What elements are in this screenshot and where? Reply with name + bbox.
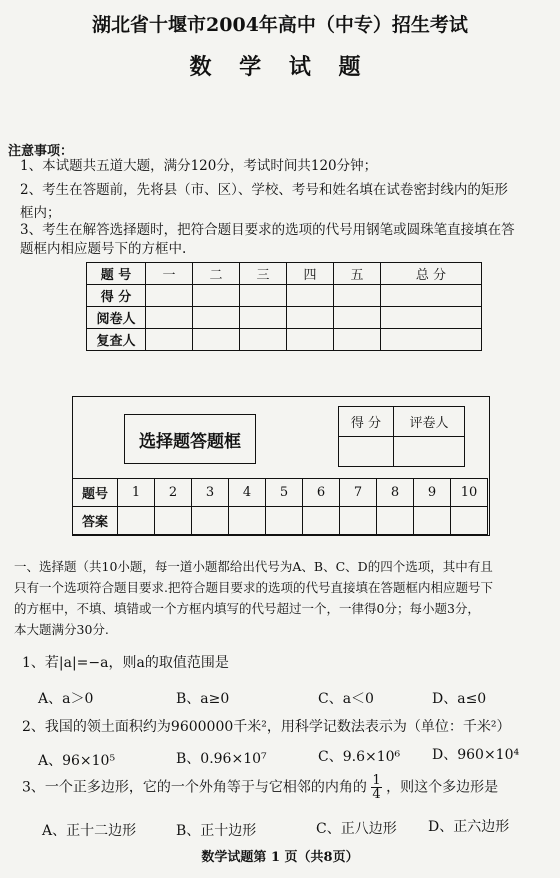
answer-cell[interactable]	[303, 507, 340, 535]
question-3-stem-after: ，则这个多边形是	[386, 779, 499, 796]
question-2-option-a: A、96×10⁵	[38, 753, 116, 769]
question-1-stem: 1、若|a|=−a，则a的取值范围是	[22, 655, 229, 671]
answer-cell[interactable]	[266, 507, 303, 535]
question-3-option-a: A、正十二边形	[42, 823, 137, 839]
answer-number: 9	[414, 479, 451, 507]
question-3-stem-before: 3、一个正多边形，它的一个外角等于与它相邻的内角的	[22, 779, 367, 796]
question-1-option-a: A、a＞0	[38, 691, 94, 707]
answer-number: 5	[266, 479, 303, 507]
score-cell[interactable]	[146, 329, 193, 351]
score-cell[interactable]	[287, 329, 334, 351]
notice-line-3: 框内；	[20, 205, 61, 221]
answer-number: 8	[377, 479, 414, 507]
score-row-label: 复查人	[87, 329, 146, 351]
fraction-denominator: 4	[372, 787, 381, 802]
score-cell[interactable]	[240, 285, 287, 307]
score-cell[interactable]	[146, 307, 193, 329]
grader-reviewer-cell[interactable]	[394, 437, 465, 467]
answer-number: 10	[451, 479, 488, 507]
answer-grid	[72, 478, 488, 535]
score-row	[87, 285, 482, 307]
score-row	[87, 329, 482, 351]
notice-line-1: 1、本试题共五道大题，满分120分，考试时间共120分钟；	[20, 158, 378, 174]
answer-cell[interactable]	[377, 507, 414, 535]
answer-number: 2	[155, 479, 192, 507]
score-cell[interactable]	[334, 307, 381, 329]
score-cell[interactable]	[240, 329, 287, 351]
question-2-stem: 2、我国的领土面积约为9600000千米²，用科学记数法表示为（单位：千米²）	[22, 719, 511, 735]
score-header-cell: 总 分	[381, 263, 482, 285]
answer-cell[interactable]	[229, 507, 266, 535]
score-row	[87, 307, 482, 329]
answer-cell[interactable]	[155, 507, 192, 535]
grader-table-container	[338, 406, 465, 467]
answer-number: 6	[303, 479, 340, 507]
question-3-option-b: B、正十边形	[176, 823, 257, 839]
score-cell[interactable]	[381, 285, 482, 307]
answer-box-title: 选择题答题框	[124, 414, 256, 464]
section1-line-2: 只有一个选项符合题目要求.把符合题目要求的选项的代号直接填在答题框内相应题号下	[14, 580, 493, 595]
score-cell[interactable]	[240, 307, 287, 329]
grader-table	[338, 406, 465, 467]
score-header-cell: 三	[240, 263, 287, 285]
question-2-option-b: B、0.96×10⁷	[176, 751, 267, 767]
question-1-option-b: B、a≥0	[176, 691, 230, 707]
score-header-cell: 题 号	[87, 263, 146, 285]
answer-number: 3	[192, 479, 229, 507]
section1-line-1: 一、选择题（共10小题，每一道小题都给出代号为A、B、C、D的四个选项，其中有且	[14, 559, 493, 574]
score-table	[86, 262, 482, 351]
score-header-cell: 一	[146, 263, 193, 285]
score-header-cell: 五	[334, 263, 381, 285]
grader-score-cell[interactable]	[339, 437, 394, 467]
question-3-fraction	[371, 774, 381, 801]
score-header-cell: 四	[287, 263, 334, 285]
answer-cell[interactable]	[340, 507, 377, 535]
score-cell[interactable]	[193, 329, 240, 351]
notice-line-4: 3、考生在解答选择题时，把符合题目要求的选项的代号用钢笔或圆珠笔直接填在答	[20, 222, 515, 238]
score-row-label: 阅卷人	[87, 307, 146, 329]
question-3-option-c: C、正八边形	[316, 821, 397, 837]
answer-number: 1	[118, 479, 155, 507]
page-footer: 数学试题第 1 页（共8页）	[201, 850, 359, 865]
exam-subject-title: 数 学 试 题	[189, 54, 371, 80]
answer-number-label: 题号	[73, 479, 118, 507]
answer-row	[73, 507, 488, 535]
section1-line-4: 本大题满分30分.	[14, 622, 109, 637]
answer-cell[interactable]	[414, 507, 451, 535]
section1-line-3: 的方框中，不填、填错或一个方框内填写的代号超过一个，一律得0分；每小题3分，	[14, 601, 480, 616]
score-cell[interactable]	[381, 329, 482, 351]
exam-title: 湖北省十堰市2004年高中（中专）招生考试	[92, 14, 468, 36]
score-cell[interactable]	[287, 285, 334, 307]
grader-header-reviewer: 评卷人	[394, 407, 465, 437]
score-table-container	[86, 262, 482, 351]
notice-line-2: 2、考生在答题前，先将县（市、区）、学校、考号和姓名填在试卷密封线内的矩形	[20, 182, 508, 198]
question-1-option-d: D、a≤0	[432, 691, 487, 707]
score-row-label: 得 分	[87, 285, 146, 307]
grader-header-score: 得 分	[339, 407, 394, 437]
question-2-option-c: C、9.6×10⁶	[318, 749, 401, 765]
score-cell[interactable]	[381, 307, 482, 329]
notice-heading: 注意事项：	[8, 144, 74, 159]
score-header-cell: 二	[193, 263, 240, 285]
answer-number-row	[73, 479, 488, 507]
score-cell[interactable]	[193, 285, 240, 307]
score-cell[interactable]	[287, 307, 334, 329]
notice-line-5: 题框内相应题号下的方框中.	[20, 241, 187, 257]
question-3-stem	[22, 774, 498, 801]
score-cell[interactable]	[334, 285, 381, 307]
question-1-option-c: C、a＜0	[318, 691, 374, 707]
answer-number: 7	[340, 479, 377, 507]
score-cell[interactable]	[334, 329, 381, 351]
question-3-option-d: D、正六边形	[428, 819, 510, 835]
question-2-option-d: D、960×10⁴	[432, 747, 520, 763]
answer-label: 答案	[73, 507, 118, 535]
answer-number: 4	[229, 479, 266, 507]
score-cell[interactable]	[193, 307, 240, 329]
answer-cell[interactable]	[118, 507, 155, 535]
score-cell[interactable]	[146, 285, 193, 307]
answer-grid-container	[72, 478, 488, 535]
fraction-numerator: 1	[372, 773, 381, 788]
answer-cell[interactable]	[451, 507, 488, 535]
answer-cell[interactable]	[192, 507, 229, 535]
